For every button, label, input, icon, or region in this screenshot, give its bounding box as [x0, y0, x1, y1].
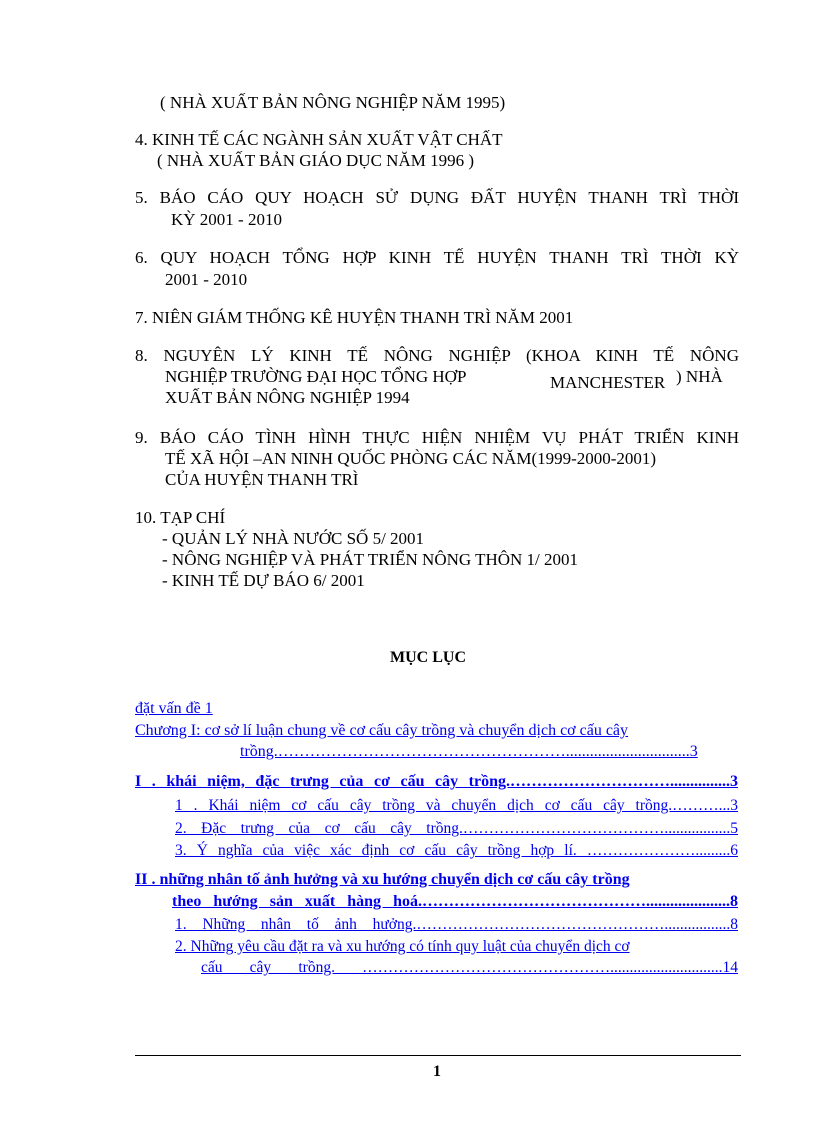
ref-8-line2b: MANCHESTER: [550, 373, 666, 392]
ref-10-title: 10. TẠP CHÍ: [135, 508, 226, 527]
ref-9-line2: TẾ XÃ HỘI –AN NINH QUỐC PHÒNG CÁC NĂM(1999-2000-2001): [165, 449, 657, 468]
toc-heading: MỤC LỤC: [390, 649, 466, 666]
ref-5-line1: 5. BÁO CÁO QUY HOẠCH SỬ DỤNG ĐẤT HUYỆN THANH TRÌ THỜI: [135, 188, 739, 207]
toc-entry-2-1[interactable]: 1. Những nhân tố ảnh hưởng.………………………………………….................8: [175, 916, 738, 933]
ref-8-line1: 8. NGUYÊN LÝ KINH TẾ NÔNG NGHIỆP (KHOA KINH TẾ NÔNG: [135, 346, 739, 365]
toc-entry-chapter1[interactable]: Chương I: cơ sở lí luận chung về cơ cấu cây trồng và chuyển dịch cơ cấu cây: [135, 722, 629, 739]
ref-10-item-b: - NÔNG NGHIỆP VÀ PHÁT TRIỂN NÔNG THÔN 1/ 2001: [162, 550, 579, 569]
toc-entry-section2-cont[interactable]: theo hướng sản xuất hàng hoá.…………………………………….....................8: [172, 893, 738, 910]
ref-9-line1: 9. BÁO CÁO TÌNH HÌNH THỰC HIỆN NHIỆM VỤ PHÁT TRIỂN KINH: [135, 428, 739, 447]
ref-10-item-c: - KINH TẾ DỰ BÁO 6/ 2001: [162, 571, 365, 590]
ref-7: 7. NIÊN GIÁM THỐNG KÊ HUYỆN THANH TRÌ NĂM 2001: [135, 308, 574, 327]
ref-6-line2: 2001 - 2010: [165, 270, 248, 289]
ref-8-line2c: ) NHÀ: [676, 367, 723, 386]
ref-8-line2a: NGHIỆP TRƯỜNG ĐẠI HỌC TỔNG HỢP: [165, 367, 467, 386]
toc-entry-1-1[interactable]: 1 . Khái niệm cơ cấu cây trồng và chuyển dịch cơ cấu cây trồng.………...3: [175, 797, 738, 814]
toc-entry-intro[interactable]: đặt vấn đề 1: [135, 700, 213, 717]
ref-9-line3: CỦA HUYỆN THANH TRÌ: [165, 470, 359, 489]
toc-entry-section1[interactable]: I . khái niệm, đặc trưng của cơ cấu cây trồng.…………………………...............3: [135, 773, 738, 790]
toc-entry-2-2[interactable]: 2. Những yêu cầu đặt ra và xu hướng có tính quy luật của chuyển dịch cơ: [175, 938, 630, 955]
ref-10-item-a: - QUẢN LÝ NHÀ NƯỚC SỐ 5/ 2001: [162, 529, 425, 548]
page-number: 1: [433, 1063, 441, 1080]
toc-entry-1-3[interactable]: 3. Ý nghĩa của việc xác định cơ cấu cây trồng hợp lí. ………………….........6: [175, 842, 738, 859]
ref-5-line2: KỲ 2001 - 2010: [171, 210, 282, 229]
ref-8-line3: XUẤT BẢN NÔNG NGHIỆP 1994: [165, 388, 410, 407]
toc-entry-2-2-cont[interactable]: cấu cây trồng. ………………………………………….............................14: [201, 959, 738, 976]
ref-4-publisher: ( NHÀ XUẤT BẢN GIÁO DỤC NĂM 1996 ): [157, 151, 475, 170]
toc-entry-chapter1-cont[interactable]: trồng.………………………………………………...............................3: [240, 743, 698, 760]
toc-entry-1-2[interactable]: 2. Đặc trưng của cơ cấu cây trồng.………………………………….................5: [175, 820, 738, 837]
ref-6-line1: 6. QUY HOẠCH TỔNG HỢP KINH TẾ HUYỆN THANH TRÌ THỜI KỲ: [135, 248, 739, 267]
ref-3-publisher: ( NHÀ XUẤT BẢN NÔNG NGHIỆP NĂM 1995): [160, 93, 506, 112]
ref-4-title: 4. KINH TẾ CÁC NGÀNH SẢN XUẤT VẬT CHẤT: [135, 130, 503, 149]
footer-rule: [135, 1055, 741, 1056]
toc-entry-section2[interactable]: II . những nhân tố ảnh hưởng và xu hướng chuyển dịch cơ cấu cây trồng: [135, 871, 630, 888]
